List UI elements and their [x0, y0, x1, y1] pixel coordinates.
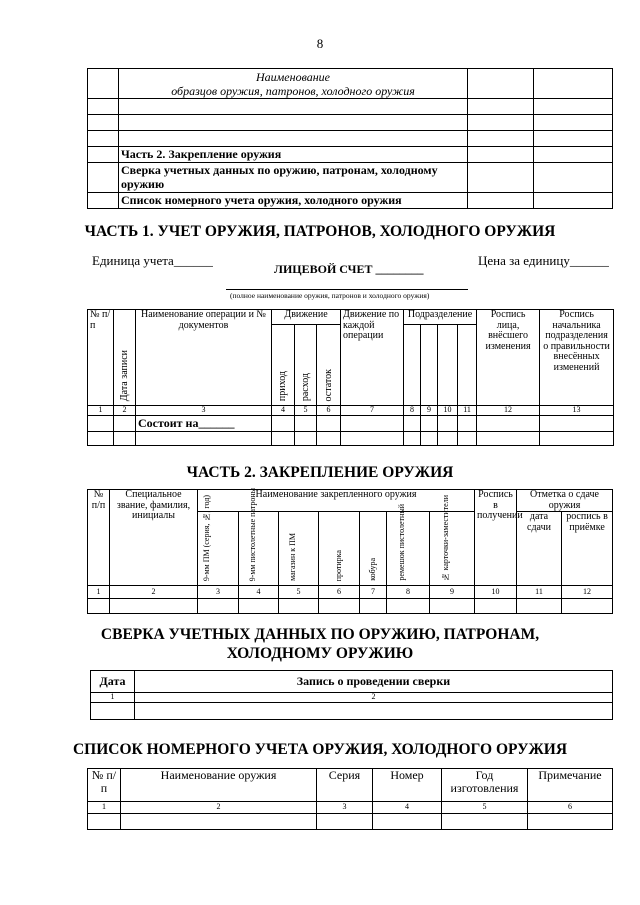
col-note: Примечание	[528, 769, 613, 802]
col-rank-name: Специальное звание, фамилия, инициалы	[110, 490, 198, 586]
reconciliation-table	[90, 670, 613, 720]
col-number: Номер	[373, 769, 442, 802]
unit-label: Единица учета______	[92, 253, 213, 268]
col-num: № п/п	[88, 490, 110, 586]
col-return-date: дата сдачи	[517, 512, 562, 586]
col-series: Серия	[317, 769, 373, 802]
accounting-table	[87, 309, 614, 446]
part3-title-line2: ХОЛОДНОМУ ОРУЖИЮ	[226, 645, 414, 662]
number-row: 1 2	[91, 693, 613, 703]
col-subdivision: Подразделение	[404, 310, 477, 325]
col-date: Дата записи	[114, 310, 136, 406]
col-weapon-name: Наименование оружия	[121, 769, 317, 802]
col-sig-chief: Роспись начальника подразделения о правильности внесённых изменений	[540, 310, 614, 406]
serial-number-table	[87, 768, 613, 830]
col-expense: расход	[295, 325, 317, 406]
account-label: ЛИЦЕВОЙ СЧЕТ ________	[274, 262, 424, 276]
contents-table	[87, 68, 613, 209]
number-row: 1 2 3 4 5 6	[88, 802, 613, 814]
col-operation-name: Наименование операции и № документов	[136, 310, 272, 406]
contents-header: Наименование образцов оружия, патронов, холодного оружия	[119, 69, 468, 99]
page-number: 8	[316, 36, 324, 51]
col-date: Дата	[91, 671, 135, 693]
col-card: № карточки-заместители	[430, 512, 475, 586]
col-rod: протирка	[319, 512, 360, 586]
name-underline	[226, 289, 468, 290]
name-caption: (полное наименование оружия, патронов и холодного оружия)	[230, 291, 430, 300]
col-sig-accept: роспись в приёмке	[562, 512, 613, 586]
part3-title-line1: СВЕРКА УЧЕТНЫХ ДАННЫХ ПО ОРУЖИЮ, ПАТРОНАМ,	[100, 626, 540, 643]
col-assigned-weapon: Наименование закрепленного оружия	[198, 490, 475, 512]
contents-item: Часть 2. Закрепление оружия	[119, 147, 468, 163]
consists-label: Состоит на______	[136, 416, 272, 432]
col-num: № п/п	[88, 310, 114, 406]
part1-title: ЧАСТЬ 1. УЧЕТ ОРУЖИЯ, ПАТРОНОВ, ХОЛОДНОГО ОРУЖИЯ	[84, 223, 556, 240]
number-row: 1 2 3 4 5 6 7 8 9 10 11 12 13	[88, 406, 614, 416]
col-strap: ремешок пистолетный	[387, 512, 430, 586]
col-movement: Движение	[272, 310, 341, 325]
col-magazine: магазин к ПМ	[279, 512, 319, 586]
part4-title: СПИСОК НОМЕРНОГО УЧЕТА ОРУЖИЯ, ХОЛОДНОГО ОРУЖИЯ	[72, 741, 568, 758]
contents-item: Список номерного учета оружия, холодного оружия	[119, 193, 468, 209]
part2-title: ЧАСТЬ 2. ЗАКРЕПЛЕНИЕ ОРУЖИЯ	[186, 464, 454, 481]
price-label: Цена за единицу______	[478, 253, 609, 268]
col-return-mark: Отметка о сдаче оружия	[517, 490, 613, 512]
col-pm: 9-мм ПМ (серия, №, год)	[198, 512, 239, 586]
assignment-table	[87, 489, 613, 614]
col-income: приход	[272, 325, 295, 406]
col-holster: кобура	[360, 512, 387, 586]
col-sig-person: Роспись лица, внёсшего изменения	[477, 310, 540, 406]
number-row: 1 2 3 4 5 6 7 8 9 10 11 12	[88, 586, 613, 599]
col-num: № п/п	[88, 769, 121, 802]
col-cartridges: 9-мм пистолетные патроны	[239, 512, 279, 586]
col-balance: остаток	[317, 325, 341, 406]
contents-item: Сверка учетных данных по оружию, патронам, холодному оружию	[119, 163, 468, 193]
col-year: Год изготовления	[442, 769, 528, 802]
col-per-operation: Движение по каждой операции	[341, 310, 404, 406]
col-record: Запись о проведении сверки	[135, 671, 613, 693]
col-sig-receipt: Роспись в получении	[475, 490, 517, 586]
